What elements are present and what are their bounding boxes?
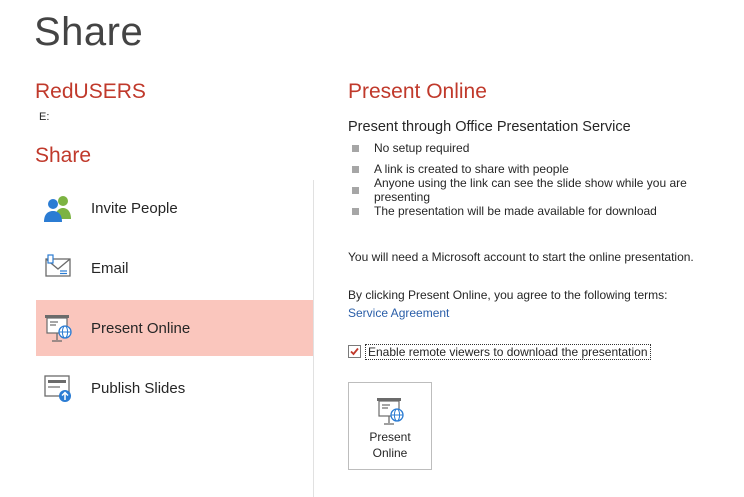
account-note: You will need a Microsoft account to start the online presentation. <box>348 250 694 264</box>
enable-download-checkbox[interactable] <box>348 345 361 358</box>
email-icon <box>42 252 74 284</box>
publish-slides-icon <box>42 372 74 404</box>
document-location: E: <box>39 111 50 123</box>
bullet-item <box>348 140 469 156</box>
nav-label-publish-slides: Publish Slides <box>91 379 186 397</box>
bullet-item <box>348 161 569 177</box>
bullet-square-icon <box>352 208 359 215</box>
nav-item-publish-slides[interactable] <box>36 360 313 416</box>
nav-item-present-online[interactable] <box>36 300 313 356</box>
present-online-button-label: Present Online <box>369 430 411 460</box>
present-online-icon <box>42 312 74 344</box>
bullet-text: The presentation will be made available for download <box>374 204 657 218</box>
nav-label-email: Email <box>91 259 129 277</box>
nav-item-invite-people[interactable] <box>36 180 313 236</box>
bullet-square-icon <box>352 166 359 173</box>
vertical-divider <box>313 180 314 497</box>
bullet-text: Anyone using the link can see the slide show while you are presenting <box>373 176 687 204</box>
terms-text: By clicking Present Online, you agree to the following terms: <box>348 288 668 302</box>
nav-label-invite-people: Invite People <box>91 199 178 217</box>
service-agreement-link[interactable]: Service Agreement <box>348 306 450 320</box>
present-online-button[interactable] <box>348 382 432 470</box>
bullet-item <box>348 176 744 204</box>
present-online-icon <box>374 395 406 427</box>
document-name: RedUSERS <box>35 80 146 103</box>
invite-people-icon <box>42 192 74 224</box>
bullet-item <box>348 203 657 219</box>
enable-download-checkbox-label[interactable]: Enable remote viewers to download the presentation <box>365 344 651 360</box>
nav-item-email[interactable] <box>36 240 313 296</box>
bullet-text: No setup required <box>374 141 470 155</box>
share-section-heading: Share <box>35 144 92 167</box>
nav-label-present-online: Present Online <box>91 319 191 337</box>
bullet-square-icon <box>352 187 359 194</box>
bullet-text: A link is created to share with people <box>374 162 569 176</box>
bullet-square-icon <box>352 145 359 152</box>
service-title: Present through Office Presentation Service <box>348 119 631 135</box>
checkmark-icon <box>349 346 360 357</box>
page-title: Share <box>34 10 144 54</box>
present-online-heading: Present Online <box>348 80 487 103</box>
enable-download-checkbox-row[interactable] <box>348 343 651 360</box>
